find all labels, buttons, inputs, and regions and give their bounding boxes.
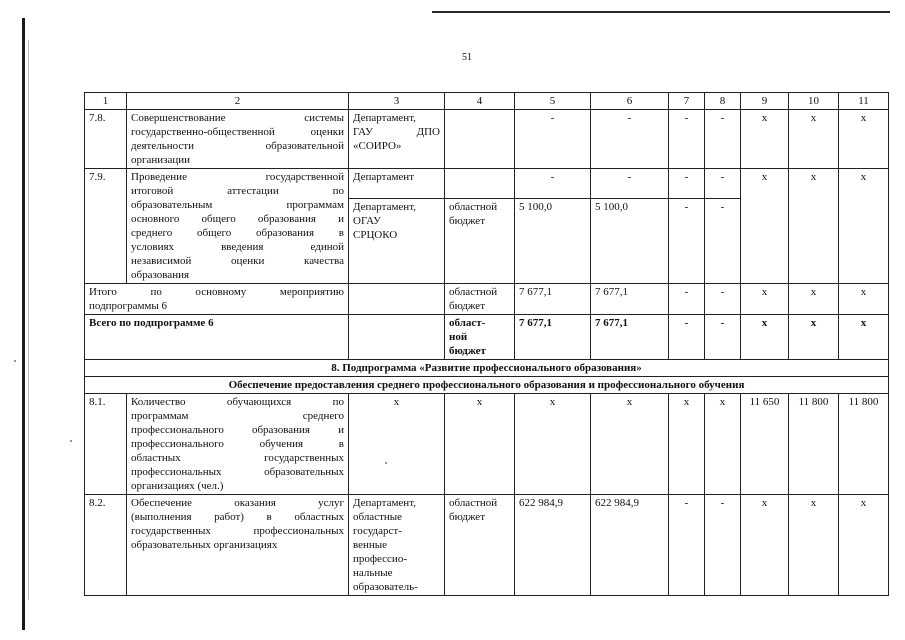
text-line: Обеспечение оказания услуг <box>131 497 344 509</box>
table-row-8-1 <box>85 394 889 495</box>
row-number: 7.8. <box>85 110 127 169</box>
value-cell: - <box>669 110 705 169</box>
text-line: ГАУ ДПО <box>353 126 440 138</box>
value-cell: - <box>705 169 741 199</box>
value-cell: - <box>515 169 591 199</box>
text-line: област- <box>449 317 486 329</box>
value-cell: 7 677,1 <box>591 315 669 360</box>
text-line: организациях (чел.) <box>131 480 224 492</box>
value-cell: х <box>789 495 839 596</box>
measure-name <box>127 110 349 169</box>
value-cell: х <box>445 394 515 495</box>
text-line: программам среднего <box>131 410 344 422</box>
executor-cell <box>349 199 445 284</box>
measure-name <box>127 495 349 596</box>
row-number: 8.2. <box>85 495 127 596</box>
text-line: «СОИРО» <box>353 140 402 152</box>
program-table <box>84 92 889 596</box>
page-number: 51 <box>462 52 472 63</box>
value-cell: - <box>705 110 741 169</box>
column-header: 7 <box>669 93 705 110</box>
text-line: областной <box>449 286 498 298</box>
table-row-7-9 <box>85 169 889 199</box>
text-line: государственно-общественной оценки <box>131 126 344 138</box>
text-line: государст- <box>353 525 402 537</box>
scan-speck <box>14 360 16 362</box>
text-line: Итого по основному мероприятию <box>89 286 344 298</box>
executor-cell <box>349 315 445 360</box>
value-cell: х <box>789 169 839 284</box>
value-cell: - <box>669 495 705 596</box>
text-line: условиях введения единой <box>131 241 344 253</box>
value-cell: х <box>515 394 591 495</box>
table-row-total-sub <box>85 315 889 360</box>
column-header: 9 <box>741 93 789 110</box>
column-header: 11 <box>839 93 889 110</box>
value-cell: - <box>705 315 741 360</box>
value-cell: х <box>705 394 741 495</box>
text-line: бюджет <box>449 511 485 523</box>
value-cell: - <box>669 315 705 360</box>
text-line: (выполнения работ) в областных <box>131 511 344 523</box>
source-cell <box>445 110 515 169</box>
value-cell: х <box>741 284 789 315</box>
text-line: Департамент, <box>353 497 416 509</box>
text-line: ной <box>449 331 468 343</box>
text-line: профессионального обучения в <box>131 438 344 450</box>
value-cell: х <box>839 169 889 284</box>
text-line: профессио- <box>353 553 407 565</box>
value-cell: х <box>669 394 705 495</box>
source-cell <box>445 169 515 199</box>
binding-edge <box>22 18 25 630</box>
column-header: 10 <box>789 93 839 110</box>
total-label <box>85 284 349 315</box>
text-line: Департамент, <box>353 201 416 214</box>
value-cell: 11 800 <box>839 394 889 495</box>
source-cell <box>445 199 515 284</box>
executor-cell: Департамент <box>349 169 445 199</box>
value-cell: х <box>789 315 839 360</box>
text-line: государственных профессиональных <box>131 525 344 537</box>
text-line: Проведение государственной <box>131 171 344 183</box>
source-cell <box>445 315 515 360</box>
text-line: образователь- <box>353 581 418 593</box>
section-title: 8. Подпрограмма «Развитие профессионального образования» <box>85 360 889 377</box>
measure-name <box>127 394 349 495</box>
value-cell: - <box>705 199 741 284</box>
table-row-7-8 <box>85 110 889 169</box>
total-label: Всего по подпрограмме 6 <box>85 315 349 360</box>
value-cell: 11 800 <box>789 394 839 495</box>
text-line: среднего общего образования в <box>131 227 344 239</box>
text-line: деятельности образовательной <box>131 140 344 152</box>
value-cell: 7 677,1 <box>591 284 669 315</box>
text-line: бюджет <box>449 215 485 228</box>
value-cell: х <box>839 495 889 596</box>
executor-cell <box>349 495 445 596</box>
value-cell: - <box>669 284 705 315</box>
value-cell: - <box>705 284 741 315</box>
value-cell: х <box>741 495 789 596</box>
text-line: областной <box>449 201 498 214</box>
text-line: ОГАУ <box>353 215 381 228</box>
section-subtitle-row <box>85 377 889 394</box>
value-cell: 5 100,0 <box>591 199 669 284</box>
text-line: профессиональных образовательных <box>131 466 344 478</box>
value-cell: - <box>515 110 591 169</box>
text-line: нальные <box>353 567 393 579</box>
text-line: венные <box>353 539 388 551</box>
top-rule <box>432 11 890 13</box>
value-cell: 5 100,0 <box>515 199 591 284</box>
value-cell: 7 677,1 <box>515 315 591 360</box>
value-cell: 622 984,9 <box>515 495 591 596</box>
value-cell: х <box>741 169 789 284</box>
value-cell: - <box>591 110 669 169</box>
text-line: итоговой аттестации по <box>131 185 344 197</box>
table-row-8-2 <box>85 495 889 596</box>
value-cell: - <box>669 169 705 199</box>
column-header: 8 <box>705 93 741 110</box>
text-line: бюджет <box>449 300 485 312</box>
executor-cell <box>349 284 445 315</box>
text-line: СРЦОКО <box>353 229 398 242</box>
scan-speck <box>70 440 72 442</box>
text-line: образовательных организациях <box>131 539 278 551</box>
source-cell <box>445 284 515 315</box>
value-cell: - <box>669 199 705 284</box>
text-line: бюджет <box>449 345 486 357</box>
row-number: 7.9. <box>85 169 127 284</box>
value-cell: 7 677,1 <box>515 284 591 315</box>
text-line: образовательным программам <box>131 199 344 211</box>
value-cell: х <box>839 315 889 360</box>
text-line: основного общего образования и <box>131 213 344 225</box>
column-header: 3 <box>349 93 445 110</box>
column-header: 1 <box>85 93 127 110</box>
text-line: профессионального образования и <box>131 424 344 436</box>
table-header-row <box>85 93 889 110</box>
text-line: областных государственных <box>131 452 344 464</box>
binding-shadow <box>28 40 29 600</box>
text-line: образования <box>131 269 190 281</box>
value-cell: х <box>789 284 839 315</box>
measure-name <box>127 169 349 284</box>
text-line: областные <box>353 511 403 523</box>
text-line: Количество обучающихся по <box>131 396 344 408</box>
value-cell: х <box>789 110 839 169</box>
value-cell: х <box>839 284 889 315</box>
section-subtitle: Обеспечение предоставления среднего профессионального образования и профессионального обучения <box>85 377 889 394</box>
value-cell: 11 650 <box>741 394 789 495</box>
column-header: 5 <box>515 93 591 110</box>
text-line: областной <box>449 497 498 509</box>
row-number: 8.1. <box>85 394 127 495</box>
text-line: организации <box>131 154 191 166</box>
value-cell: - <box>705 495 741 596</box>
column-header: 2 <box>127 93 349 110</box>
value-cell: 622 984,9 <box>591 495 669 596</box>
value-cell: х <box>591 394 669 495</box>
section-title-row <box>85 360 889 377</box>
source-cell <box>445 495 515 596</box>
text-line: независимой оценки качества <box>131 255 344 267</box>
column-header: 4 <box>445 93 515 110</box>
text-line: Департамент, <box>353 112 416 124</box>
value-cell: х <box>349 394 445 495</box>
value-cell: х <box>741 315 789 360</box>
value-cell: х <box>839 110 889 169</box>
table-row-total-main <box>85 284 889 315</box>
text-line: подпрограммы 6 <box>89 300 168 312</box>
executor-cell <box>349 110 445 169</box>
value-cell: - <box>591 169 669 199</box>
column-header: 6 <box>591 93 669 110</box>
value-cell: х <box>741 110 789 169</box>
text-line: Совершенствование системы <box>131 112 344 124</box>
